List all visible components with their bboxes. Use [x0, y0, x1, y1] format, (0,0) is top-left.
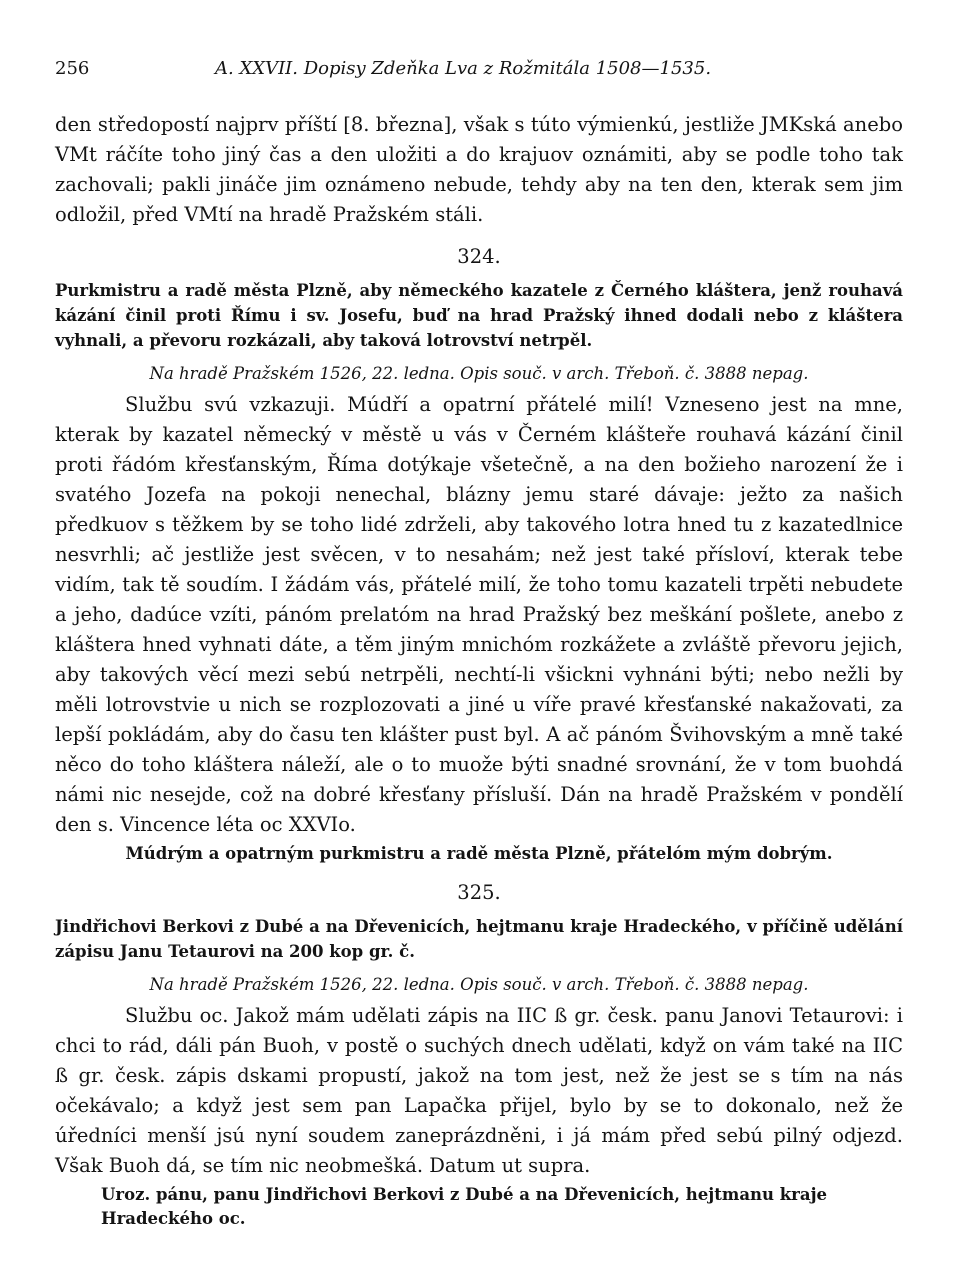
document-text: Službu svú vzkazuji. Múdří a opatrní přátelé milí! Vzneseno jest na mne, kterak by kazatel německý v městě u vás v Černém klášteře rouhavá kázání činil proti řádóm křesťanským, Říma dotýkaje všetečně, a na den božieho narození že i svatého Jozefa na pokoji nenechal, blázny jemu staré dávaje: ježto za našich předkuov s těžkem by se toho lidé zdrželi, aby takového lotra hned tu z kazatedlnice nesvrhli; ač jestliže jest svěcen, v to nesahám; než jest také přísloví, kterak tebe vidím, tak tě soudím. I žádám vás, přátelé milí, že toho tomu kazateli trpěti nebudete a jeho, dadúce vzíti, pánóm prelatóm na hrad Pražský bez meškání pošlete, anebo z kláštera hned vyhnati dáte, a těm jiným mnichóm rozkážete a zvláště převoru jejich, aby takových věcí mezi sebú netrpěli, nechtí-li všickni vyhnáni býti; nebo nežli by měli lotrovstvie u nich se rozplozovati a jiné u víře pravé křesťanské nakažovati, za lepší pokládám, aby do času ten klášter pust byl. A ač pánóm Švihovským a mně také něco do toho kláštera náleží, ale o to muože býti snadné srovnání, že v tom buohdá námi nic nesejde, což na dobré křesťany přísluší. Dán na hradě Pražském v pondělí den s. Vincence léta oc XXVIo. — [55, 393, 903, 836]
document-regest: Jindřichovi Berkovi z Dubé a na Dřevenicích, hejtmanu kraje Hradeckého, v příčině udělání zápisu Janu Tetaurovi na 200 kop gr. č. — [55, 917, 903, 961]
page-number: 256 — [55, 58, 90, 79]
running-title: A. XXVII. Dopisy Zdeňka Lva z Rožmitála 1508—1535. — [215, 58, 712, 79]
continuation-text: den středopostí najprv příští [8. března], však s túto výmienkú, jestliže JMKská anebo VMt ráčíte toho jiný čas a den uložiti a do krajuov oznámiti, aby se podle toho tak zachovali; pakli jináče jim oznámeno nebude, tehdy aby na ten den, kterak sem jim odložil, před VMtí na hradě Pražském stáli. — [55, 113, 903, 226]
document-regest: Purkmistru a radě města Plzně, aby německého kazatele z Černého kláštera, jenž rouhavá kázání činil proti Římu i sv. Josefu, buď na hrad Pražský ihned dodali nebo z kláštera vyhnali, a převoru rozkázali, aby taková lotrovství netrpěl. — [55, 281, 903, 350]
document-325 — [55, 878, 903, 1231]
document-text: Službu oc. Jakož mám udělati zápis na IIC ß gr. česk. panu Janovi Tetaurovi: i chci to rád, dáli pán Buoh, v postě o suchých dnech udělati, když on vám také na IIC ß gr. česk. zápis dskami propustí, jakož na tom jest, než že jest se s tím na nás očekávalo; a když jest sem pan Lapačka přijel, bylo by se to dokonalo, než že úředníci menší jsú nyní soudem zaneprázdněni, i já mám před sebú pilný odjezd. Však Buoh dá, se tím nic neobmešká. Datum ut supra. — [55, 1004, 903, 1177]
page — [55, 58, 903, 1231]
document-source: Na hradě Pražském 1526, 22. ledna. Opis souč. v arch. Třeboň. č. 3888 nepag. — [149, 975, 809, 994]
document-324 — [55, 242, 903, 866]
document-source: Na hradě Pražském 1526, 22. ledna. Opis souč. v arch. Třeboň. č. 3888 nepag. — [149, 364, 809, 383]
document-address: Múdrým a opatrným purkmistru a radě města Plzně, přátelóm mým dobrým. — [125, 844, 833, 863]
document-number: 325. — [457, 881, 501, 904]
document-number: 324. — [457, 245, 501, 268]
running-head — [55, 58, 903, 88]
document-address: Uroz. pánu, panu Jindřichovi Berkovi z Dubé a na Dřevenicích, hejtmanu kraje Hradeckého oc. — [101, 1185, 828, 1228]
